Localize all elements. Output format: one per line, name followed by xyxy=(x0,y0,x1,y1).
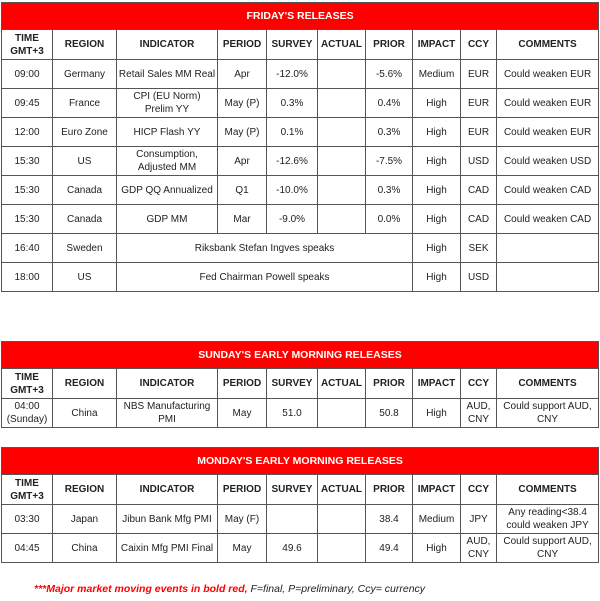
cell-period: May (P) xyxy=(218,89,267,118)
cell-indicator: NBS Manufacturing PMI xyxy=(117,399,218,428)
cell-indicator: HICP Flash YY xyxy=(117,118,218,147)
cell-actual xyxy=(318,399,366,428)
cell-impact: High xyxy=(413,147,461,176)
cell-actual xyxy=(318,89,366,118)
cell-indicator: GDP QQ Annualized xyxy=(117,176,218,205)
cell-region: US xyxy=(53,147,117,176)
friday-releases-table xyxy=(1,2,599,292)
header-impact: IMPACT xyxy=(413,475,461,505)
cell-time: 15:30 xyxy=(2,205,53,234)
cell-region: Japan xyxy=(53,505,117,534)
cell-impact: High xyxy=(413,89,461,118)
header-actual: ACTUAL xyxy=(318,369,366,399)
cell-comments: Could weaken CAD xyxy=(497,205,599,234)
header-period: PERIOD xyxy=(218,30,267,60)
cell-region: US xyxy=(53,263,117,292)
cell-event: Riksbank Stefan Ingves speaks xyxy=(117,234,413,263)
cell-ccy: CAD xyxy=(461,176,497,205)
header-prior: PRIOR xyxy=(366,369,413,399)
cell-region: Sweden xyxy=(53,234,117,263)
header-ccy: CCY xyxy=(461,369,497,399)
table-row xyxy=(2,147,599,176)
header-indicator: INDICATOR xyxy=(117,475,218,505)
cell-actual xyxy=(318,118,366,147)
header-survey: SURVEY xyxy=(267,475,318,505)
cell-time: 04:00 (Sunday) xyxy=(2,399,53,428)
cell-region: Germany xyxy=(53,60,117,89)
cell-comments: Could weaken EUR xyxy=(497,89,599,118)
header-period: PERIOD xyxy=(218,475,267,505)
cell-region: Euro Zone xyxy=(53,118,117,147)
header-period: PERIOD xyxy=(218,369,267,399)
speech-row xyxy=(2,234,599,263)
cell-impact: High xyxy=(413,263,461,292)
header-actual: ACTUAL xyxy=(318,30,366,60)
cell-actual xyxy=(318,205,366,234)
cell-survey: 0.1% xyxy=(267,118,318,147)
header-impact: IMPACT xyxy=(413,369,461,399)
cell-ccy: AUD, CNY xyxy=(461,534,497,563)
cell-indicator: Jibun Bank Mfg PMI xyxy=(117,505,218,534)
cell-survey: 0.3% xyxy=(267,89,318,118)
footnote xyxy=(34,583,425,595)
header-comments: COMMENTS xyxy=(497,475,599,505)
cell-prior: 38.4 xyxy=(366,505,413,534)
footnote-rest: F=final, P=preliminary, Ccy= currency xyxy=(247,583,426,595)
cell-impact: Medium xyxy=(413,60,461,89)
header-indicator: INDICATOR xyxy=(117,30,218,60)
section-title: FRIDAY'S RELEASES xyxy=(2,3,599,30)
sunday-releases-table xyxy=(1,341,599,428)
cell-time: 12:00 xyxy=(2,118,53,147)
table-row xyxy=(2,205,599,234)
cell-impact: High xyxy=(413,176,461,205)
cell-ccy: AUD, CNY xyxy=(461,399,497,428)
cell-time: 15:30 xyxy=(2,147,53,176)
cell-period: Q1 xyxy=(218,176,267,205)
cell-time: 18:00 xyxy=(2,263,53,292)
header-survey: SURVEY xyxy=(267,369,318,399)
cell-comments: Any reading<38.4 could weaken JPY xyxy=(497,505,599,534)
cell-indicator: CPI (EU Norm) Prelim YY xyxy=(117,89,218,118)
cell-period: May (P) xyxy=(218,118,267,147)
cell-prior: 50.8 xyxy=(366,399,413,428)
header-time: TIME GMT+3 xyxy=(2,369,53,399)
cell-prior: -5.6% xyxy=(366,60,413,89)
section-title: SUNDAY'S EARLY MORNING RELEASES xyxy=(2,342,599,369)
cell-comments: Could weaken USD xyxy=(497,147,599,176)
cell-ccy: EUR xyxy=(461,118,497,147)
cell-comments: Could weaken CAD xyxy=(497,176,599,205)
cell-period: May (F) xyxy=(218,505,267,534)
cell-impact: High xyxy=(413,399,461,428)
cell-survey: 49.6 xyxy=(267,534,318,563)
cell-actual xyxy=(318,534,366,563)
cell-event: Fed Chairman Powell speaks xyxy=(117,263,413,292)
cell-actual xyxy=(318,505,366,534)
cell-ccy: EUR xyxy=(461,89,497,118)
cell-time: 03:30 xyxy=(2,505,53,534)
cell-period: May xyxy=(218,534,267,563)
header-region: REGION xyxy=(53,369,117,399)
cell-time: 09:00 xyxy=(2,60,53,89)
header-impact: IMPACT xyxy=(413,30,461,60)
cell-survey: -10.0% xyxy=(267,176,318,205)
header-actual: ACTUAL xyxy=(318,475,366,505)
cell-impact: High xyxy=(413,205,461,234)
cell-survey: -9.0% xyxy=(267,205,318,234)
cell-comments: Could support AUD, CNY xyxy=(497,399,599,428)
cell-impact: High xyxy=(413,118,461,147)
cell-survey: 51.0 xyxy=(267,399,318,428)
cell-ccy: CAD xyxy=(461,205,497,234)
table-row xyxy=(2,505,599,534)
cell-prior: 0.4% xyxy=(366,89,413,118)
header-indicator: INDICATOR xyxy=(117,369,218,399)
header-ccy: CCY xyxy=(461,30,497,60)
header-comments: COMMENTS xyxy=(497,369,599,399)
cell-indicator: Retail Sales MM Real xyxy=(117,60,218,89)
table-row xyxy=(2,534,599,563)
cell-impact: High xyxy=(413,534,461,563)
header-survey: SURVEY xyxy=(267,30,318,60)
section-title: MONDAY'S EARLY MORNING RELEASES xyxy=(2,448,599,475)
table-row xyxy=(2,60,599,89)
header-time: TIME GMT+3 xyxy=(2,30,53,60)
header-ccy: CCY xyxy=(461,475,497,505)
cell-impact: Medium xyxy=(413,505,461,534)
cell-time: 15:30 xyxy=(2,176,53,205)
cell-comments xyxy=(497,263,599,292)
table-row xyxy=(2,399,599,428)
table-row xyxy=(2,89,599,118)
cell-impact: High xyxy=(413,234,461,263)
cell-time: 16:40 xyxy=(2,234,53,263)
cell-indicator: GDP MM xyxy=(117,205,218,234)
cell-ccy: USD xyxy=(461,263,497,292)
cell-region: Canada xyxy=(53,205,117,234)
cell-time: 09:45 xyxy=(2,89,53,118)
cell-period: Mar xyxy=(218,205,267,234)
header-comments: COMMENTS xyxy=(497,30,599,60)
cell-survey: -12.6% xyxy=(267,147,318,176)
cell-survey: -12.0% xyxy=(267,60,318,89)
header-region: REGION xyxy=(53,30,117,60)
table-row xyxy=(2,118,599,147)
cell-region: France xyxy=(53,89,117,118)
cell-ccy: USD xyxy=(461,147,497,176)
cell-ccy: JPY xyxy=(461,505,497,534)
cell-comments: Could weaken EUR xyxy=(497,118,599,147)
cell-prior: 0.3% xyxy=(366,176,413,205)
cell-survey xyxy=(267,505,318,534)
cell-indicator: Consumption, Adjusted MM xyxy=(117,147,218,176)
cell-prior: -7.5% xyxy=(366,147,413,176)
cell-region: China xyxy=(53,399,117,428)
header-prior: PRIOR xyxy=(366,475,413,505)
header-region: REGION xyxy=(53,475,117,505)
footnote-bold: ***Major market moving events in bold red, xyxy=(34,583,248,595)
cell-actual xyxy=(318,147,366,176)
cell-actual xyxy=(318,176,366,205)
cell-indicator: Caixin Mfg PMI Final xyxy=(117,534,218,563)
monday-releases-table xyxy=(1,447,599,563)
cell-ccy: EUR xyxy=(461,60,497,89)
cell-prior: 0.0% xyxy=(366,205,413,234)
cell-period: Apr xyxy=(218,147,267,176)
header-time: TIME GMT+3 xyxy=(2,475,53,505)
speech-row xyxy=(2,263,599,292)
cell-time: 04:45 xyxy=(2,534,53,563)
cell-comments xyxy=(497,234,599,263)
cell-period: Apr xyxy=(218,60,267,89)
cell-prior: 49.4 xyxy=(366,534,413,563)
cell-prior: 0.3% xyxy=(366,118,413,147)
cell-comments: Could support AUD, CNY xyxy=(497,534,599,563)
cell-comments: Could weaken EUR xyxy=(497,60,599,89)
table-row xyxy=(2,176,599,205)
cell-region: China xyxy=(53,534,117,563)
cell-ccy: SEK xyxy=(461,234,497,263)
cell-period: May xyxy=(218,399,267,428)
cell-region: Canada xyxy=(53,176,117,205)
header-prior: PRIOR xyxy=(366,30,413,60)
cell-actual xyxy=(318,60,366,89)
